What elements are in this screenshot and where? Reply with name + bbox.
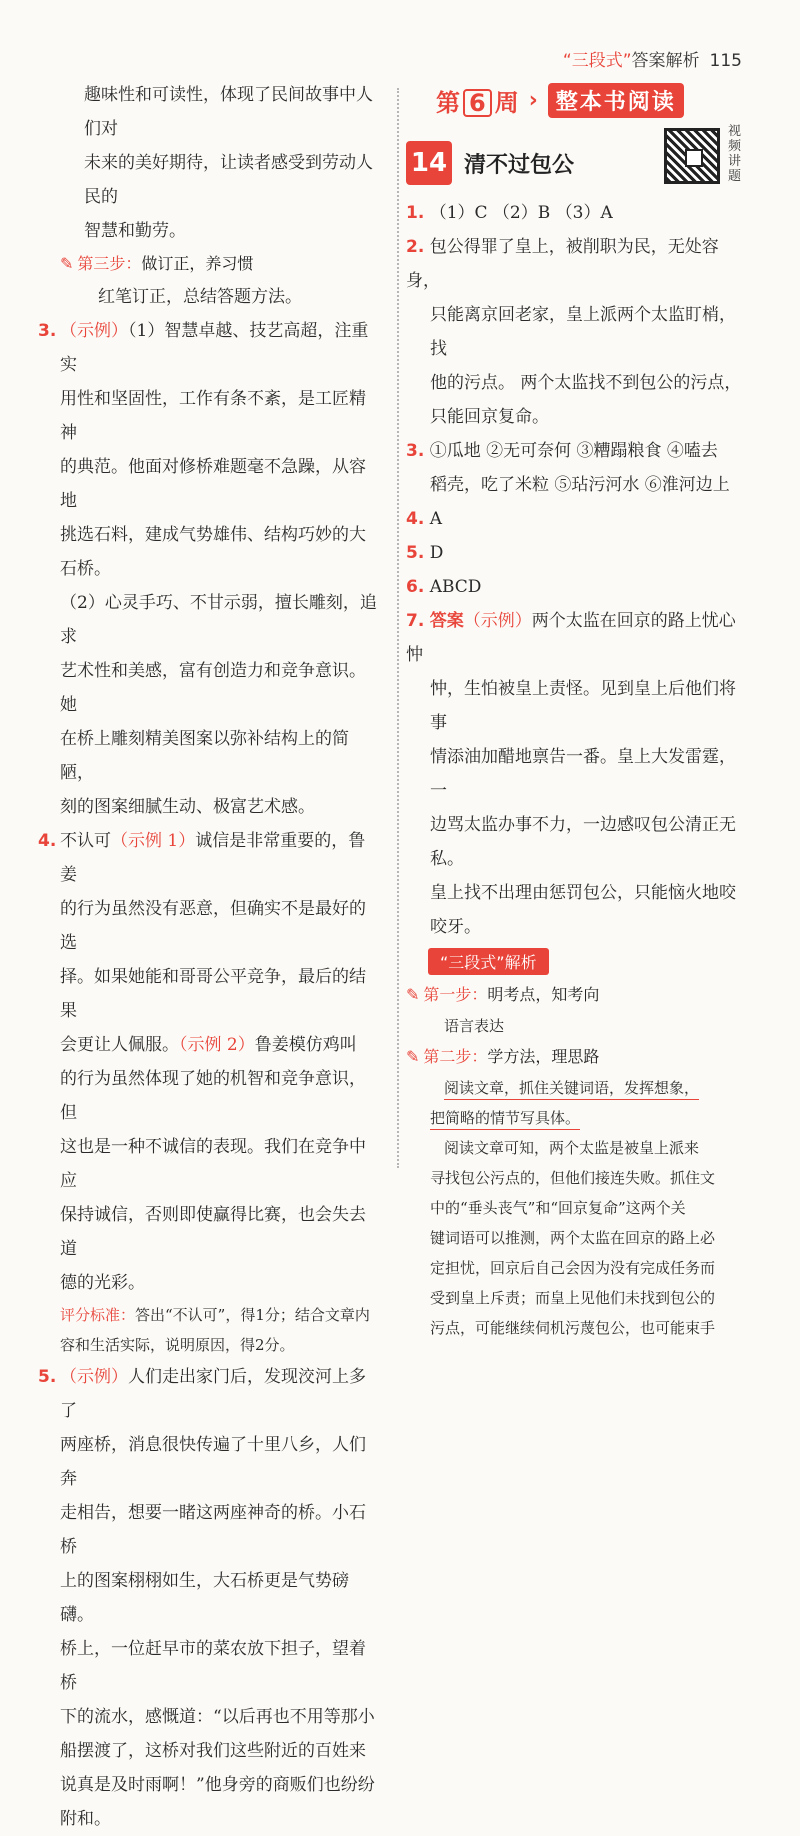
week-banner bbox=[436, 78, 742, 122]
analysis-line: 中的“垂头丧气”和“回京复命”这两个关 bbox=[430, 1199, 686, 1217]
question-number: 4. bbox=[406, 509, 425, 529]
analysis-line: 污点，可能继续伺机污蔑包公，也可能束手 bbox=[430, 1319, 716, 1337]
answer-line: 德的光彩。 bbox=[60, 1273, 145, 1293]
answer-line: 附和。 bbox=[60, 1809, 111, 1829]
question-number: 3. bbox=[38, 321, 57, 341]
question-5 bbox=[38, 1360, 382, 1428]
answer-line: 的行为虽然体现了她的机智和竞争意识，但 bbox=[60, 1069, 366, 1123]
example-tag: （示例） bbox=[463, 611, 532, 631]
intro-line: 趣味性和可读性，体现了民间故事中人们对 bbox=[84, 85, 373, 139]
pencil-icon: ✎ bbox=[406, 985, 420, 1004]
answer-line: 艺术性和美感，富有创造力和竞争意识。她 bbox=[60, 661, 366, 715]
answer-line: 上的图案栩栩如生，大石桥更是气势磅礴。 bbox=[60, 1571, 349, 1625]
answer-line: （2）心灵手巧、不甘示弱，擅长雕刻，追求 bbox=[60, 593, 377, 647]
week-post: 周 bbox=[494, 88, 519, 117]
step1-body: 语言表达 bbox=[444, 1017, 505, 1035]
answer-line: 桥上，一位赶早市的菜农放下担子，望着桥 bbox=[60, 1639, 366, 1693]
answer-3 bbox=[406, 434, 742, 468]
page-header bbox=[563, 46, 742, 71]
answer-line: 这也是一种不诚信的表现。我们在竞争中应 bbox=[60, 1137, 366, 1191]
method-line: 把简略的情节写具体。 bbox=[430, 1109, 581, 1127]
analysis-line: 寻找包公污点的，但他们接连失败。抓住文 bbox=[430, 1169, 716, 1187]
chevron-right-icon: › bbox=[528, 87, 538, 113]
step1-heading bbox=[406, 979, 742, 1011]
answer-line: 下的流水，感慨道：“以后再也不用等那小 bbox=[60, 1707, 375, 1727]
question-number: 6. bbox=[406, 577, 425, 597]
intro-line: 未来的美好期待，让读者感受到劳动人民的 bbox=[84, 153, 373, 207]
answer-2 bbox=[406, 230, 742, 298]
answer-line: 在桥上雕刻精美图案以弥补结构上的简陋， bbox=[60, 729, 349, 783]
lesson-number: 14 bbox=[406, 141, 452, 185]
scoring-line bbox=[60, 1300, 382, 1330]
whole-book-reading-badge: 整本书阅读 bbox=[548, 83, 684, 118]
left-column bbox=[38, 78, 382, 1836]
answer-line: 只能离京回老家，皇上派两个太监盯梢，找 bbox=[430, 305, 736, 359]
step3-text: 做订正，养习惯 bbox=[141, 254, 254, 273]
qr-code-icon[interactable] bbox=[664, 128, 720, 184]
answer-line: 只能回京复命。 bbox=[430, 407, 549, 427]
method-line: 阅读文章，抓住关键词语，发挥想象， bbox=[444, 1079, 700, 1097]
question-number: 4. bbox=[38, 831, 57, 851]
answer-line: 咬牙。 bbox=[430, 917, 481, 937]
pencil-icon: ✎ bbox=[60, 254, 74, 273]
question-4 bbox=[38, 824, 382, 892]
lesson-title: 清不过包公 bbox=[464, 152, 575, 178]
intro-line: 智慧和勤劳。 bbox=[84, 221, 186, 241]
answer-line: （1）智慧卓越、技艺高超，注重实 bbox=[60, 321, 369, 375]
step3-heading bbox=[60, 248, 382, 280]
example-tag: （示例 2） bbox=[179, 1035, 255, 1055]
answer-line: 石桥。 bbox=[60, 559, 111, 579]
answer-7 bbox=[406, 604, 742, 672]
answer-4 bbox=[406, 502, 742, 536]
question-number: 2. bbox=[406, 237, 425, 257]
answer-line: 包公得罪了皇上，被削职为民，无处容身， bbox=[406, 237, 719, 291]
example-tag: （示例） bbox=[60, 1367, 128, 1387]
answer-line: 情添油加醋地禀告一番。皇上大发雷霆，一 bbox=[430, 747, 736, 801]
answer-line: D bbox=[429, 543, 444, 563]
analysis-section-title: “三段式”解析 bbox=[428, 948, 549, 975]
answer-line: 的行为虽然没有恶意，但确实不是最好的选 bbox=[60, 899, 366, 953]
analysis-line: 定担忧，回京后自己会因为没有完成任务而 bbox=[430, 1259, 716, 1277]
step3-label: 第三步： bbox=[77, 254, 142, 273]
pencil-icon: ✎ bbox=[406, 1047, 420, 1066]
answer-line: 边骂太监办事不力，一边感叹包公清正无私。 bbox=[430, 815, 736, 869]
answer-6 bbox=[406, 570, 742, 604]
step2-text: 学方法，理思路 bbox=[487, 1047, 600, 1066]
question-number: 1. bbox=[406, 203, 425, 223]
answer-5 bbox=[406, 536, 742, 570]
answer-line: 择。如果她能和哥哥公平竞争，最后的结果 bbox=[60, 967, 366, 1021]
scoring-text: 答出“不认可”，得1分；结合文章内 bbox=[135, 1306, 370, 1324]
analysis-line: 键词语可以推测，两个太监在回京的路上必 bbox=[430, 1229, 716, 1247]
answer-label: 答案 bbox=[429, 611, 464, 631]
answer-line: 刻的图案细腻生动、极富艺术感。 bbox=[60, 797, 315, 817]
week-label bbox=[436, 83, 519, 118]
answer-line: 的典范。他面对修桥难题毫不急躁，从容地 bbox=[60, 457, 366, 511]
answer-line: 说真是及时雨啊！”他身旁的商贩们也纷纷 bbox=[60, 1775, 375, 1795]
answer-line: 皇上找不出理由惩罚包公，只能恼火地咬 bbox=[430, 883, 736, 903]
answer-line: A bbox=[429, 509, 442, 529]
answer-line: 稻壳，吃了米粒 ⑤玷污河水 ⑥淮河边上 bbox=[430, 475, 730, 495]
step3-body: 红笔订正，总结答题方法。 bbox=[98, 287, 302, 307]
answer-line: 挑选石料，建成气势雄伟、结构巧妙的大 bbox=[60, 525, 366, 545]
question-number: 7. bbox=[406, 611, 425, 631]
page-number: 115 bbox=[709, 51, 742, 71]
header-quote: “三段式” bbox=[562, 51, 632, 71]
column-divider bbox=[397, 88, 399, 1168]
answer-line bbox=[60, 1028, 382, 1062]
answer-text: 会更让人佩服。 bbox=[60, 1035, 179, 1055]
analysis-line: 阅读文章可知，两个太监是被皇上派来 bbox=[444, 1139, 700, 1157]
answer-lead: 不认可 bbox=[60, 831, 111, 851]
answer-line: ①瓜地 ②无可奈何 ③糟蹋粮食 ④嗑去 bbox=[429, 441, 718, 461]
right-column bbox=[406, 78, 742, 1343]
answer-line: 两座桥，消息很快传遍了十里八乡，人们奔 bbox=[60, 1435, 366, 1489]
scoring-line: 容和生活实际，说明原因，得2分。 bbox=[60, 1336, 295, 1354]
step1-label: 第一步： bbox=[423, 985, 488, 1004]
answer-line: 保持诚信，否则即使赢得比赛，也会失去道 bbox=[60, 1205, 366, 1259]
step2-label: 第二步： bbox=[423, 1047, 488, 1066]
answer-line: ABCD bbox=[429, 577, 482, 597]
example-tag: （示例 1） bbox=[111, 831, 196, 851]
question-number: 5. bbox=[406, 543, 425, 563]
answer-line: 走相告，想要一睹这两座神奇的桥。小石桥 bbox=[60, 1503, 366, 1557]
answer-text: 鲁姜模仿鸡叫 bbox=[254, 1035, 357, 1055]
analysis-line: 受到皇上斥责；而皇上见他们未找到包公的 bbox=[430, 1289, 716, 1307]
example-tag: （示例） bbox=[60, 321, 128, 341]
question-number: 5. bbox=[38, 1367, 57, 1387]
week-pre: 第 bbox=[436, 88, 460, 117]
question-number: 3. bbox=[406, 441, 425, 461]
answers-list bbox=[406, 196, 742, 944]
answer-line: 两个太监在回京的路上忧心忡 bbox=[406, 611, 736, 665]
week-number: 6 bbox=[463, 89, 492, 117]
lesson-header bbox=[406, 124, 742, 190]
answer-line: （1）C （2）B （3）A bbox=[429, 203, 613, 223]
step2-heading bbox=[406, 1041, 742, 1073]
question-3 bbox=[38, 314, 382, 382]
scoring-label: 评分标准： bbox=[60, 1306, 136, 1324]
answer-line: 人们走出家门后，发现洨河上多了 bbox=[60, 1367, 366, 1421]
answer-line: 他的污点。 两个太监找不到包公的污点， bbox=[430, 373, 742, 393]
step1-text: 明考点，知考向 bbox=[487, 985, 600, 1004]
answer-line: 船摆渡了，这桥对我们这些附近的百姓来 bbox=[60, 1741, 366, 1761]
answer-1 bbox=[406, 196, 742, 230]
answer-line: 忡，生怕被皇上责怪。见到皇上后他们将事 bbox=[430, 679, 736, 733]
header-title: 答案解析 bbox=[631, 51, 700, 71]
answer-line: 用性和坚固性，工作有条不紊，是工匠精神 bbox=[60, 389, 366, 443]
answer-line: 诚信是非常重要的，鲁姜 bbox=[60, 831, 366, 885]
video-explanation-label: 视频讲题 bbox=[728, 124, 742, 184]
